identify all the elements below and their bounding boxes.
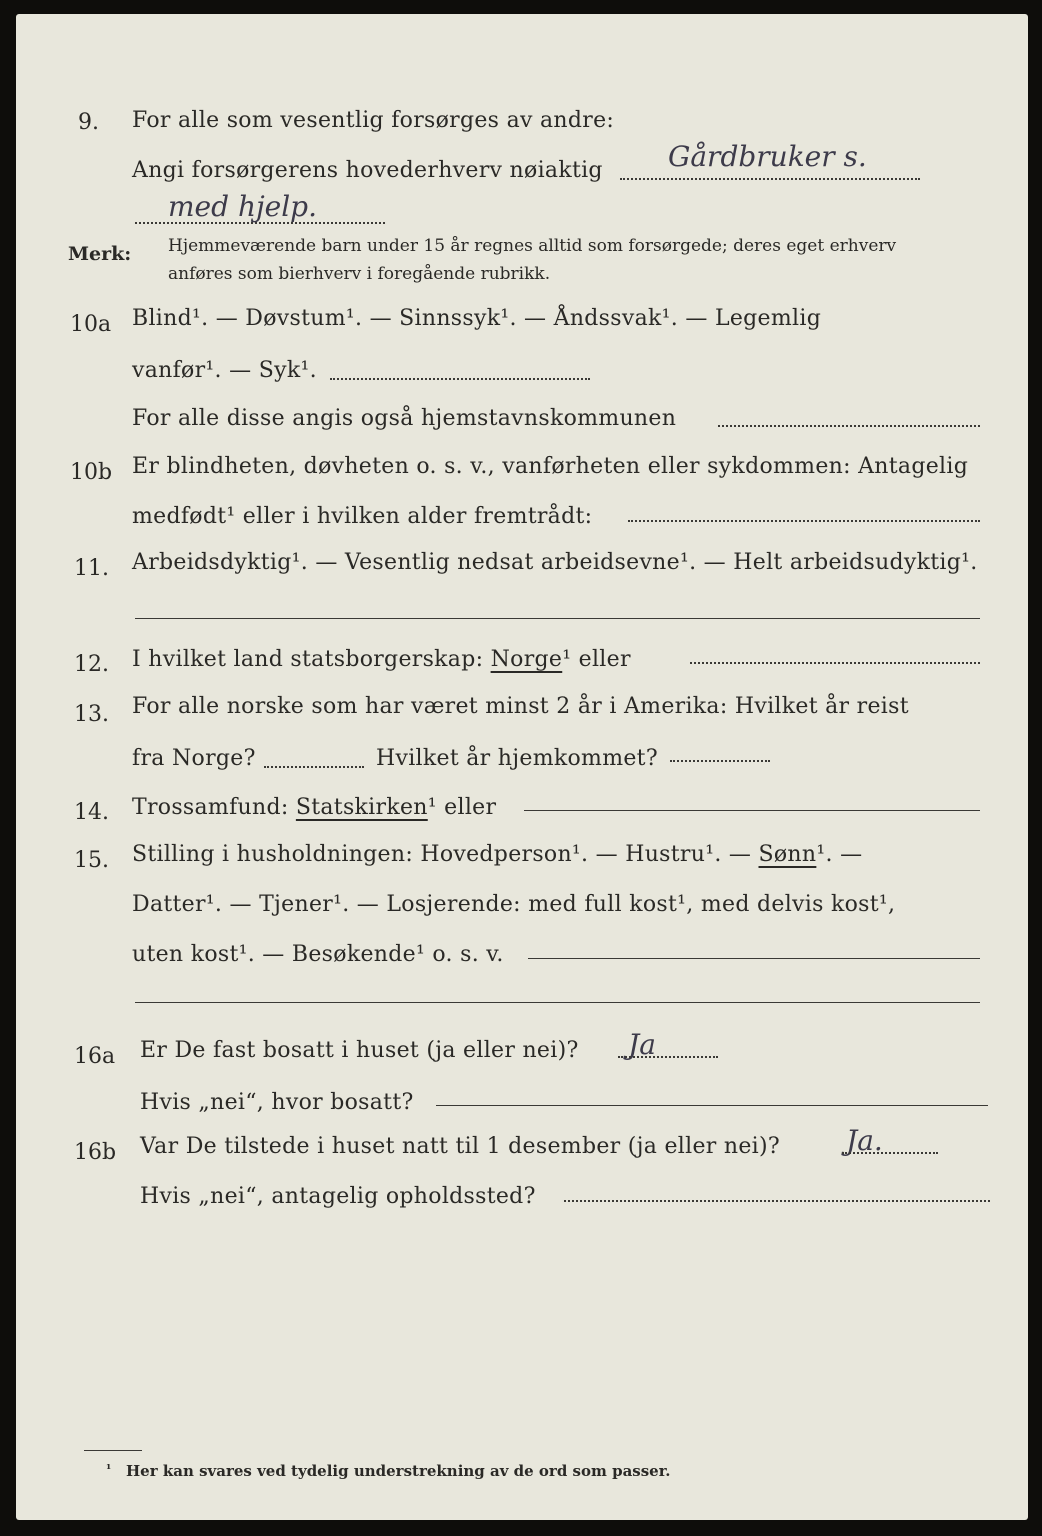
q16a-bosatt-line xyxy=(436,1105,988,1106)
q9-answer-line xyxy=(620,178,920,180)
merk-line1: Hjemmeværende barn under 15 år regnes alltid som forsørgede; deres eget erhverv xyxy=(168,236,897,256)
q10a-line3: For alle disse angis også hjemstavnskommunen xyxy=(132,406,677,431)
q16a-handwritten-answer: Ja xyxy=(628,1028,656,1061)
footnote-rule xyxy=(84,1450,142,1451)
q14-number: 14. xyxy=(74,800,109,825)
q16b-number: 16b xyxy=(74,1140,117,1165)
q10a-line1: Blind¹. — Døvstum¹. — Sinnssyk¹. — Åndssvak¹. — Legemlig xyxy=(132,306,822,331)
footnote-text: Her kan svares ved tydelig understrekning av de ord som passer. xyxy=(126,1462,671,1480)
q9-number: 9. xyxy=(78,110,99,135)
q16a-line2: Hvis „nei“, hvor bosatt? xyxy=(140,1090,414,1115)
q10b-line2: medfødt¹ eller i hvilken alder fremtrådt: xyxy=(132,504,593,529)
q12-underlined-norge: Norge xyxy=(490,647,563,672)
q16a-answer-line xyxy=(618,1056,718,1058)
q16b-line1: Var De tilstede i huset natt til 1 desember (ja eller nei)? xyxy=(140,1134,780,1159)
q15-separator-line xyxy=(135,1002,980,1003)
q16a-line1: Er De fast bosatt i huset (ja eller nei)? xyxy=(140,1038,579,1063)
q13-line1: For alle norske som har været minst 2 år i Amerika: Hvilket år reist xyxy=(132,694,909,719)
q11-line1: Arbeidsdyktig¹. — Vesentlig nedsat arbeidsevne¹. — Helt arbeidsudyktig¹. xyxy=(132,550,978,575)
q15-underlined-sonn: Sønn xyxy=(758,842,817,867)
q10b-number: 10b xyxy=(70,460,113,485)
q12-pre: I hvilket land statsborgerskap: xyxy=(132,647,484,672)
q14-text xyxy=(132,795,496,820)
q12-answer-line xyxy=(690,662,980,664)
q12-text xyxy=(132,647,631,672)
q12-post: ¹ eller xyxy=(562,647,631,672)
q10a-syk-line xyxy=(330,378,590,380)
q13-line2a: fra Norge? xyxy=(132,746,256,771)
q11-separator-line xyxy=(135,618,980,619)
q15-line1-post: ¹. — xyxy=(816,842,863,867)
q15-number: 15. xyxy=(74,848,109,873)
q12-number: 12. xyxy=(74,652,109,677)
q14-pre: Trossamfund: xyxy=(132,795,289,820)
q16b-line2: Hvis „nei“, antagelig opholdssted? xyxy=(140,1184,536,1209)
footnote-mark: ¹ xyxy=(106,1462,112,1476)
q10a-hjemstavn-line xyxy=(718,425,980,427)
q15-line2: Datter¹. — Tjener¹. — Losjerende: med full kost¹, med delvis kost¹, xyxy=(132,892,896,917)
q14-post: ¹ eller xyxy=(427,795,497,820)
q16a-number: 16a xyxy=(74,1044,116,1069)
q9-handwritten-answer1: Gårdbruker s. xyxy=(668,140,867,173)
q13-reist-line xyxy=(264,766,364,768)
q15-line3: uten kost¹. — Besøkende¹ o. s. v. xyxy=(132,942,504,967)
q10b-answer-line xyxy=(628,520,980,522)
q9-line1: For alle som vesentlig forsørges av andre: xyxy=(132,108,615,133)
q13-hjemkommet-line xyxy=(670,760,770,762)
q16b-handwritten-answer: Ja. xyxy=(846,1124,883,1157)
q13-line2b: Hvilket år hjemkommet? xyxy=(376,746,658,771)
q16b-opholdssted-line xyxy=(564,1200,990,1202)
merk-line2: anføres som bierhverv i foregående rubrikk. xyxy=(168,264,551,284)
q15-line1-pre: Stilling i husholdningen: Hovedperson¹. — Hustru¹. — xyxy=(132,842,752,867)
merk-label: Merk: xyxy=(68,243,132,265)
q16b-answer-line xyxy=(842,1152,938,1154)
q10b-line1: Er blindheten, døvheten o. s. v., vanførheten eller sykdommen: Antagelig xyxy=(132,454,969,479)
q15-line1 xyxy=(132,842,862,867)
q15-answer-line xyxy=(528,958,980,959)
q13-number: 13. xyxy=(74,702,109,727)
q14-answer-line xyxy=(524,810,980,811)
q9-handwritten-answer2: med hjelp. xyxy=(168,190,318,223)
q14-underlined-statskirken: Statskirken xyxy=(295,795,428,820)
q10a-line2: vanfør¹. — Syk¹. xyxy=(132,358,317,383)
q11-number: 11. xyxy=(74,556,109,581)
q10a-number: 10a xyxy=(70,312,112,337)
q9-line2: Angi forsørgerens hovederhverv nøiaktig xyxy=(132,158,603,183)
